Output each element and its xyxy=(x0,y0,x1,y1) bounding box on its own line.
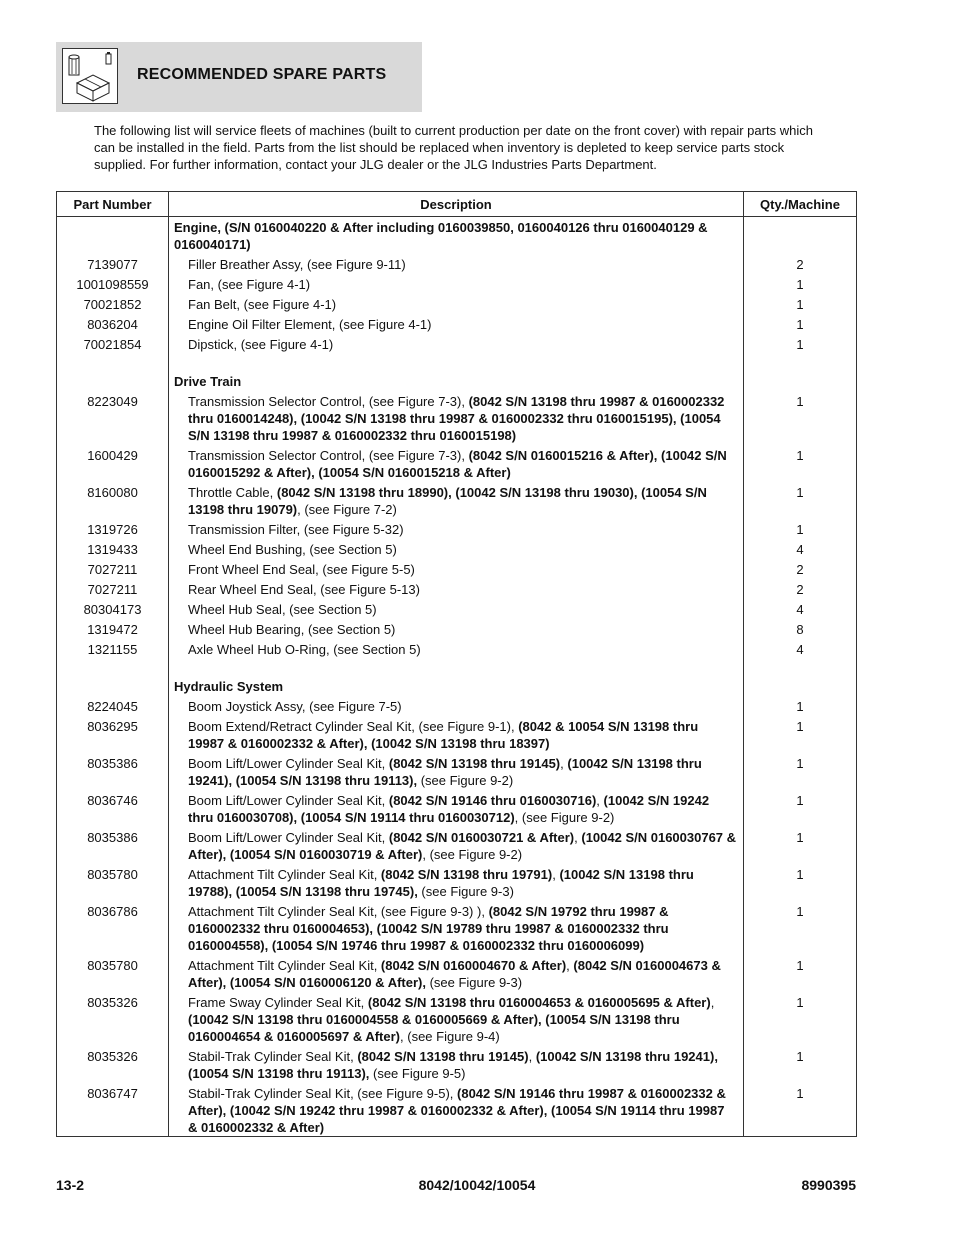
part-number-cell: 8035386 xyxy=(57,752,169,789)
description-text: , xyxy=(552,867,560,882)
part-number-cell: 8036746 xyxy=(57,789,169,826)
qty-cell: 1 xyxy=(744,695,857,715)
description-text: Wheel Hub Bearing, (see Section 5) xyxy=(188,622,396,637)
description-text: (see Figure 9-3) xyxy=(425,975,523,990)
description-cell xyxy=(169,538,744,558)
description-cell xyxy=(169,444,744,481)
serial-range-text: (8042 S/N 19146 thru 19987 & 0160002332 & After), (10042 S/N 19242 thru 19987 & 0160002332 & After), (10054 S/N 19114 thru 19987 & 0160002332 & After) xyxy=(188,1086,726,1135)
page-title: RECOMMENDED SPARE PARTS xyxy=(137,66,387,83)
part-number-cell xyxy=(57,370,169,390)
serial-range-text: (8042 S/N 13198 thru 19987 & 0160002332 thru 0160014248), (10042 S/N 13198 thru 19987 & 0160002332 thru 0160015195), (10054 S/N 13198 thru 19987 & 0160002332 thru 0160015198) xyxy=(188,394,725,443)
description-cell xyxy=(169,618,744,638)
table-row xyxy=(57,1082,857,1137)
part-number-cell: 1600429 xyxy=(57,444,169,481)
table-row xyxy=(57,333,857,353)
qty-cell: 4 xyxy=(744,638,857,658)
spare-parts-box-icon xyxy=(62,48,118,104)
qty-cell: 2 xyxy=(744,558,857,578)
table-row xyxy=(57,390,857,444)
table-row xyxy=(57,538,857,558)
description-text: , xyxy=(528,1049,536,1064)
part-number-cell xyxy=(57,217,169,254)
qty-cell: 4 xyxy=(744,538,857,558)
part-number-cell: 1319726 xyxy=(57,518,169,538)
description-cell xyxy=(169,1045,744,1082)
section-title: Engine, (S/N 0160040220 & After including 0160039850, 0160040126 thru 0160040129 & 0160040171) xyxy=(169,217,744,254)
description-text: Rear Wheel End Seal, (see Figure 5-13) xyxy=(188,582,420,597)
description-text: (see Figure 9-5) xyxy=(369,1066,466,1081)
section-header-row xyxy=(57,675,857,695)
description-cell xyxy=(169,991,744,1045)
part-number-cell: 7027211 xyxy=(57,578,169,598)
serial-range-text: (10042 S/N 13198 thru 19788), (10054 S/N 13198 thru 19745), xyxy=(188,867,694,899)
description-text: Boom Joystick Assy, (see Figure 7-5) xyxy=(188,699,402,714)
description-text: Fan, (see Figure 4-1) xyxy=(188,277,311,292)
description-text: Transmission Selector Control, (see Figure 7-3), xyxy=(188,394,469,409)
description-cell xyxy=(169,695,744,715)
description-text: , (see Figure 9-2) xyxy=(422,847,523,862)
column-header-part-number: Part Number xyxy=(57,192,169,217)
description-cell xyxy=(169,578,744,598)
description-text: Dipstick, (see Figure 4-1) xyxy=(188,337,334,352)
description-cell xyxy=(169,752,744,789)
table-row xyxy=(57,578,857,598)
table-row xyxy=(57,481,857,518)
part-number-cell: 70021854 xyxy=(57,333,169,353)
description-text: , xyxy=(596,793,604,808)
section-title: Hydraulic System xyxy=(169,675,744,695)
table-row xyxy=(57,598,857,618)
qty-cell: 1 xyxy=(744,444,857,481)
table-row xyxy=(57,695,857,715)
description-text: Boom Lift/Lower Cylinder Seal Kit, xyxy=(188,756,389,771)
intro-text: The following list will service fleets of machines (built to current production per date on the front cover) with repair parts which can be installed in the field. Parts from the list should be replaced when inventory is depleted to keep service parts stock supplied. For further information, contact your JLG dealer or the JLG Industries Parts Department. xyxy=(94,123,813,172)
description-cell xyxy=(169,715,744,752)
table-row xyxy=(57,715,857,752)
part-number-cell: 8036747 xyxy=(57,1082,169,1137)
description-cell xyxy=(169,900,744,954)
description-cell xyxy=(169,558,744,578)
qty-cell xyxy=(744,370,857,390)
qty-cell: 1 xyxy=(744,273,857,293)
serial-range-text: (10042 S/N 13198 thru 0160004558 & 0160005669 & After), (10054 S/N 13198 thru 0160004654 & 0160005697 & After) xyxy=(188,1012,680,1044)
qty-cell xyxy=(744,675,857,695)
description-text: Axle Wheel Hub O-Ring, (see Section 5) xyxy=(188,642,421,657)
part-number-cell: 7027211 xyxy=(57,558,169,578)
description-text: , xyxy=(710,995,715,1010)
part-number-cell: 8036204 xyxy=(57,313,169,333)
serial-range-text: (8042 S/N 0160004673 & After), (10054 S/N 0160006120 & After), xyxy=(188,958,721,990)
description-cell xyxy=(169,293,744,313)
description-text: Attachment Tilt Cylinder Seal Kit, xyxy=(188,958,381,973)
table-row xyxy=(57,900,857,954)
qty-cell: 1 xyxy=(744,715,857,752)
spare-parts-table xyxy=(56,191,857,1137)
qty-cell: 1 xyxy=(744,789,857,826)
description-text: , (see Figure 7-2) xyxy=(297,502,397,517)
description-text: Engine Oil Filter Element, (see Figure 4-1) xyxy=(188,317,432,332)
qty-cell: 1 xyxy=(744,752,857,789)
serial-range-text: (8042 S/N 13198 thru 18990), (10042 S/N 13198 thru 19030), (10054 S/N 13198 thru 19079) xyxy=(188,485,707,517)
description-text: Throttle Cable, xyxy=(188,485,277,500)
table-row xyxy=(57,1045,857,1082)
qty-cell: 1 xyxy=(744,954,857,991)
description-text: Boom Extend/Retract Cylinder Seal Kit, (see Figure 9-1), xyxy=(188,719,519,734)
part-number-cell: 8035386 xyxy=(57,826,169,863)
qty-cell: 1 xyxy=(744,826,857,863)
table-row xyxy=(57,954,857,991)
qty-cell: 2 xyxy=(744,578,857,598)
part-number-cell: 8223049 xyxy=(57,390,169,444)
description-text: Stabil-Trak Cylinder Seal Kit, (see Figure 9-5), xyxy=(188,1086,458,1101)
part-number-cell: 8035326 xyxy=(57,991,169,1045)
description-text: , xyxy=(560,756,568,771)
page-number: 13-2 xyxy=(56,1177,85,1193)
table-row xyxy=(57,273,857,293)
spacer-row xyxy=(57,658,857,675)
part-number-cell: 1319433 xyxy=(57,538,169,558)
qty-cell: 1 xyxy=(744,1045,857,1082)
description-cell xyxy=(169,333,744,353)
qty-cell: 2 xyxy=(744,253,857,273)
description-text: (see Figure 9-3) xyxy=(417,884,514,899)
qty-cell: 1 xyxy=(744,481,857,518)
table-row xyxy=(57,444,857,481)
part-number-cell xyxy=(57,675,169,695)
table-header-row xyxy=(57,192,857,217)
description-cell xyxy=(169,313,744,333)
part-number-cell: 8035326 xyxy=(57,1045,169,1082)
part-number-cell: 8035780 xyxy=(57,863,169,900)
table-row xyxy=(57,826,857,863)
description-text: , xyxy=(574,830,582,845)
serial-range-text: (8042 S/N 0160030721 & After) xyxy=(388,830,575,845)
table-row xyxy=(57,752,857,789)
description-text: , (see Figure 9-4) xyxy=(400,1029,500,1044)
table-row xyxy=(57,789,857,826)
description-cell xyxy=(169,638,744,658)
qty-cell: 1 xyxy=(744,313,857,333)
table-row xyxy=(57,558,857,578)
description-text: Stabil-Trak Cylinder Seal Kit, xyxy=(188,1049,358,1064)
qty-cell: 1 xyxy=(744,1082,857,1137)
description-cell xyxy=(169,390,744,444)
description-text: Wheel End Bushing, (see Section 5) xyxy=(188,542,397,557)
qty-cell: 1 xyxy=(744,390,857,444)
description-cell xyxy=(169,481,744,518)
description-text: Transmission Filter, (see Figure 5-32) xyxy=(188,522,404,537)
model-numbers: 8042/10042/10054 xyxy=(418,1177,536,1193)
description-text: Attachment Tilt Cylinder Seal Kit, xyxy=(188,867,381,882)
table-row xyxy=(57,253,857,273)
part-number-cell: 7139077 xyxy=(57,253,169,273)
part-number-cell: 80304173 xyxy=(57,598,169,618)
serial-range-text: (10042 S/N 13198 thru 19241), (10054 S/N 13198 thru 19113), xyxy=(188,756,702,788)
serial-range-text: (8042 S/N 19146 thru 0160030716) xyxy=(388,793,597,808)
serial-range-text: (10042 S/N 19242 thru 0160030708), (10054 S/N 19114 thru 0160030712) xyxy=(188,793,710,825)
description-text: Boom Lift/Lower Cylinder Seal Kit, xyxy=(188,793,389,808)
document-number: 8990395 xyxy=(801,1177,856,1193)
qty-cell: 8 xyxy=(744,618,857,638)
description-cell xyxy=(169,954,744,991)
part-number-cell: 8224045 xyxy=(57,695,169,715)
description-cell xyxy=(169,518,744,538)
serial-range-text: (8042 S/N 13198 thru 19791) xyxy=(380,867,553,882)
description-text: Wheel Hub Seal, (see Section 5) xyxy=(188,602,377,617)
table-row xyxy=(57,618,857,638)
section-header-row xyxy=(57,217,857,254)
qty-cell: 1 xyxy=(744,900,857,954)
part-number-cell: 8160080 xyxy=(57,481,169,518)
serial-range-text: (8042 S/N 13198 thru 0160004653 & 0160005695 & After) xyxy=(367,995,711,1010)
part-number-cell: 8036295 xyxy=(57,715,169,752)
part-number-cell: 70021852 xyxy=(57,293,169,313)
description-cell xyxy=(169,598,744,618)
part-number-cell: 8036786 xyxy=(57,900,169,954)
table-row xyxy=(57,863,857,900)
description-text: Attachment Tilt Cylinder Seal Kit, (see Figure 9-3) ), xyxy=(188,904,489,919)
description-cell xyxy=(169,789,744,826)
column-header-description: Description xyxy=(169,192,744,217)
description-text: , (see Figure 9-2) xyxy=(514,810,615,825)
description-text: Fan Belt, (see Figure 4-1) xyxy=(188,297,337,312)
description-text: , xyxy=(566,958,574,973)
qty-cell: 1 xyxy=(744,863,857,900)
part-number-cell: 8035780 xyxy=(57,954,169,991)
table-row xyxy=(57,991,857,1045)
serial-range-text: (8042 S/N 0160015216 & After), (10042 S/N 0160015292 & After), (10054 S/N 0160015218 & After) xyxy=(188,448,727,480)
part-number-cell: 1319472 xyxy=(57,618,169,638)
description-text: Frame Sway Cylinder Seal Kit, xyxy=(188,995,368,1010)
description-text: Filler Breather Assy, (see Figure 9-11) xyxy=(188,257,406,272)
qty-cell xyxy=(744,217,857,254)
description-text: Transmission Selector Control, (see Figure 7-3), xyxy=(188,448,469,463)
table-row xyxy=(57,313,857,333)
section-header-row xyxy=(57,370,857,390)
table-row xyxy=(57,293,857,313)
table-body xyxy=(57,217,857,1137)
serial-range-text: (8042 S/N 0160004670 & After) xyxy=(380,958,567,973)
description-cell xyxy=(169,253,744,273)
serial-range-text: (8042 & 10054 S/N 13198 thru 19987 & 0160002332 & After), (10042 S/N 13198 thru 18397) xyxy=(188,719,699,751)
column-header-qty: Qty./Machine xyxy=(744,192,857,217)
qty-cell: 1 xyxy=(744,518,857,538)
qty-cell: 1 xyxy=(744,293,857,313)
description-text: Front Wheel End Seal, (see Figure 5-5) xyxy=(188,562,415,577)
serial-range-text: (10042 S/N 0160030767 & After), (10054 S/N 0160030719 & After) xyxy=(188,830,737,862)
description-cell xyxy=(169,273,744,293)
description-cell xyxy=(169,826,744,863)
description-cell xyxy=(169,1082,744,1137)
description-cell xyxy=(169,863,744,900)
serial-range-text: (8042 S/N 13198 thru 19145) xyxy=(388,756,561,771)
part-number-cell: 1001098559 xyxy=(57,273,169,293)
table-row xyxy=(57,518,857,538)
part-number-cell: 1321155 xyxy=(57,638,169,658)
spacer-row xyxy=(57,353,857,370)
qty-cell: 1 xyxy=(744,333,857,353)
description-text: Boom Lift/Lower Cylinder Seal Kit, xyxy=(188,830,389,845)
table-row xyxy=(57,638,857,658)
serial-range-text: (8042 S/N 13198 thru 19145) xyxy=(357,1049,529,1064)
serial-range-text: (10042 S/N 13198 thru 19241), (10054 S/N 13198 thru 19113), xyxy=(188,1049,718,1081)
qty-cell: 1 xyxy=(744,991,857,1045)
intro-paragraph xyxy=(94,122,834,173)
description-text: (see Figure 9-2) xyxy=(417,773,514,788)
section-title: Drive Train xyxy=(169,370,744,390)
qty-cell: 4 xyxy=(744,598,857,618)
serial-range-text: (8042 S/N 19792 thru 19987 & 0160002332 thru 0160004653), (10042 S/N 19789 thru 19987 & 0160002332 thru 0160004558), (10054 S/N 19746 thru 19987 & 0160002332 thru 0160006099) xyxy=(188,904,669,953)
